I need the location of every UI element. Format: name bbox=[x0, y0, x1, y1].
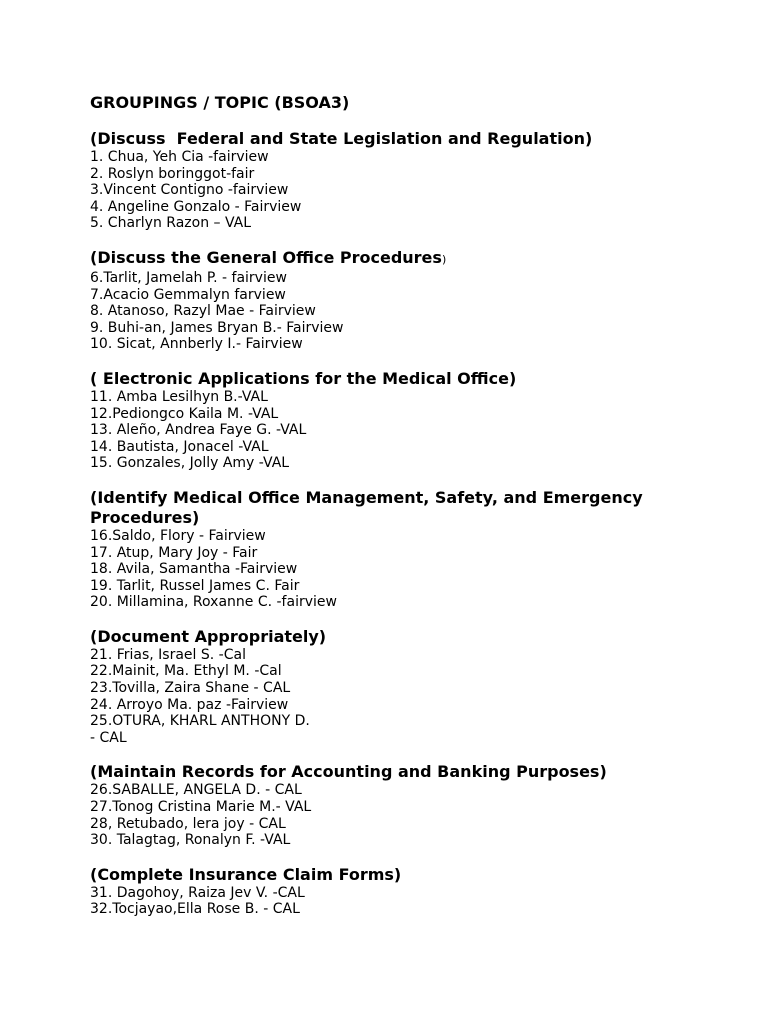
member-line: 25.OTURA, KHARL ANTHONY D. bbox=[90, 713, 310, 730]
member-line: 22.Mainit, Ma. Ethyl M. -Cal bbox=[90, 663, 282, 680]
document-body bbox=[90, 93, 730, 934]
member-line: 7.Acacio Gemmalyn farview bbox=[90, 286, 286, 303]
member-line: 30. Talagtag, Ronalyn F. -VAL bbox=[90, 832, 291, 849]
member-line: 27.Tonog Cristina Marie M.- VAL bbox=[90, 799, 312, 816]
member-line: 17. Atup, Mary Joy - Fair bbox=[90, 544, 258, 561]
topic-heading-text: (Discuss the General Office Procedures bbox=[90, 247, 442, 267]
member-line: 19. Tarlit, Russel James C. Fair bbox=[90, 577, 300, 594]
member-line: 21. Frias, Israel S. -Cal bbox=[90, 646, 246, 663]
topic-heading-suffix: ) bbox=[441, 252, 447, 266]
topic-heading-text: (Identify Medical Office Management, Safety, and Emergency Procedures) bbox=[90, 487, 649, 527]
topic-heading-text: (Discuss Federal and State Legislation and Regulation) bbox=[90, 129, 593, 148]
member-line: 15. Gonzales, Jolly Amy -VAL bbox=[90, 455, 290, 472]
topic-heading bbox=[90, 865, 730, 885]
topic-group bbox=[90, 488, 730, 611]
topic-heading-text: (Complete Insurance Claim Forms) bbox=[90, 864, 402, 884]
topic-group bbox=[90, 865, 730, 918]
member-line: 6.Tarlit, Jamelah P. - fairview bbox=[90, 269, 287, 286]
document-title: GROUPINGS / TOPIC (BSOA3) bbox=[90, 93, 350, 112]
member-line: 3.Vincent Contigno -fairview bbox=[90, 182, 289, 199]
member-line: 31. Dagohoy, Raiza Jev V. -CAL bbox=[90, 884, 305, 901]
topic-heading-text: ( Electronic Applications for the Medical Office) bbox=[90, 368, 517, 388]
member-line: 9. Buhi-an, James Bryan B.- Fairview bbox=[90, 319, 344, 336]
member-line: 13. Aleño, Andrea Faye G. -VAL bbox=[90, 422, 307, 439]
topic-heading bbox=[90, 129, 730, 149]
topic-heading-text: (Maintain Records for Accounting and Banking Purposes) bbox=[90, 762, 607, 782]
member-line: 1. Chua, Yeh Cia -fairview bbox=[90, 149, 269, 165]
topic-group bbox=[90, 248, 730, 353]
member-line: 18. Avila, Samantha -Fairview bbox=[90, 561, 298, 578]
member-line: 2. Roslyn boringgot-fair bbox=[90, 165, 255, 182]
topic-heading bbox=[90, 762, 730, 782]
member-line: 20. Millamina, Roxanne C. -fairview bbox=[90, 594, 337, 611]
member-line: 16.Saldo, Flory - Fairview bbox=[90, 527, 266, 544]
topic-group bbox=[90, 627, 730, 747]
topic-heading bbox=[90, 627, 730, 647]
topic-group bbox=[90, 129, 730, 232]
topic-group bbox=[90, 762, 730, 848]
topic-heading bbox=[90, 248, 730, 270]
member-line: - CAL bbox=[90, 729, 127, 746]
topic-heading bbox=[90, 488, 730, 528]
member-line: 10. Sicat, Annberly I.- Fairview bbox=[90, 336, 303, 353]
member-line: 28, Retubado, lera joy - CAL bbox=[90, 815, 286, 832]
member-line: 26.SABALLE, ANGELA D. - CAL bbox=[90, 782, 302, 799]
member-line: 11. Amba Lesilhyn B.-VAL bbox=[90, 388, 268, 405]
member-line: 23.Tovilla, Zaira Shane - CAL bbox=[90, 680, 291, 697]
member-line: 14. Bautista, Jonacel -VAL bbox=[90, 438, 269, 455]
member-line: 12.Pediongco Kaila M. -VAL bbox=[90, 405, 279, 422]
topic-group bbox=[90, 369, 730, 472]
topic-heading-text: (Document Appropriately) bbox=[90, 626, 327, 646]
member-line: 24. Arroyo Ma. paz -Fairview bbox=[90, 696, 289, 713]
topic-heading bbox=[90, 369, 730, 389]
member-line: 8. Atanoso, Razyl Mae - Fairview bbox=[90, 303, 316, 320]
member-line: 32.Tocjayao,Ella Rose B. - CAL bbox=[90, 901, 300, 918]
member-line: 4. Angeline Gonzalo - Fairview bbox=[90, 198, 302, 215]
member-line: 5. Charlyn Razon – VAL bbox=[90, 215, 252, 232]
